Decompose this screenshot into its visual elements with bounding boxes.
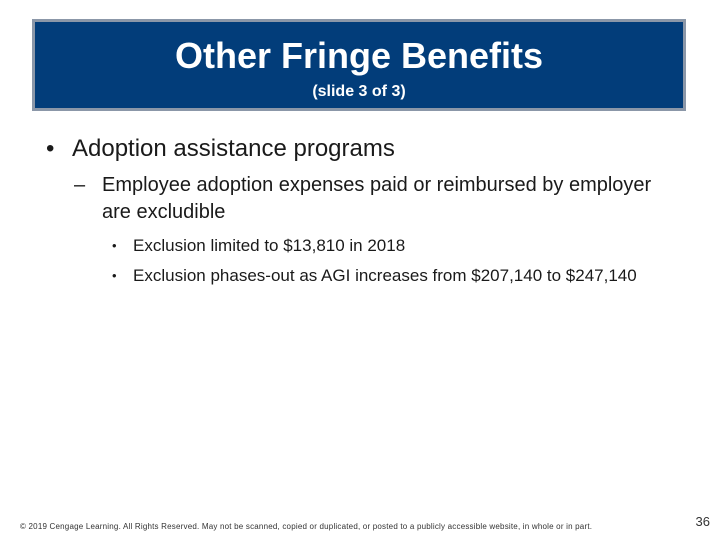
slide-number: 36 xyxy=(695,514,710,529)
slide-title: Other Fringe Benefits xyxy=(174,35,544,76)
bullet-level3-item xyxy=(112,262,672,289)
bullet-dot-icon: • xyxy=(112,268,117,283)
copyright-notice: © 2019 Cengage Learning. All Rights Reserved. May not be scanned, copied or duplicated, or posted to a publicly accessible website, in whole or in part. xyxy=(20,522,593,531)
slide-subtitle: (slide 3 of 3) xyxy=(312,83,406,100)
bullet-level3-item xyxy=(112,232,672,259)
bullet-dot-icon: • xyxy=(112,238,117,253)
dash-icon: – xyxy=(74,174,86,196)
bullet-level2-text: Employee adoption expenses paid or reimbursed by employer are excludible xyxy=(102,174,652,223)
bullet-dot-icon: • xyxy=(46,135,55,162)
bullet-level2 xyxy=(74,172,674,226)
bullet-level1 xyxy=(46,134,686,164)
bullet-level1-text: Adoption assistance programs xyxy=(72,135,395,162)
title-banner xyxy=(32,19,686,111)
bullet-level3-text: Exclusion phases-out as AGI increases from $207,140 to $247,140 xyxy=(133,266,637,285)
bullet-level3-text: Exclusion limited to $13,810 in 2018 xyxy=(133,236,406,255)
